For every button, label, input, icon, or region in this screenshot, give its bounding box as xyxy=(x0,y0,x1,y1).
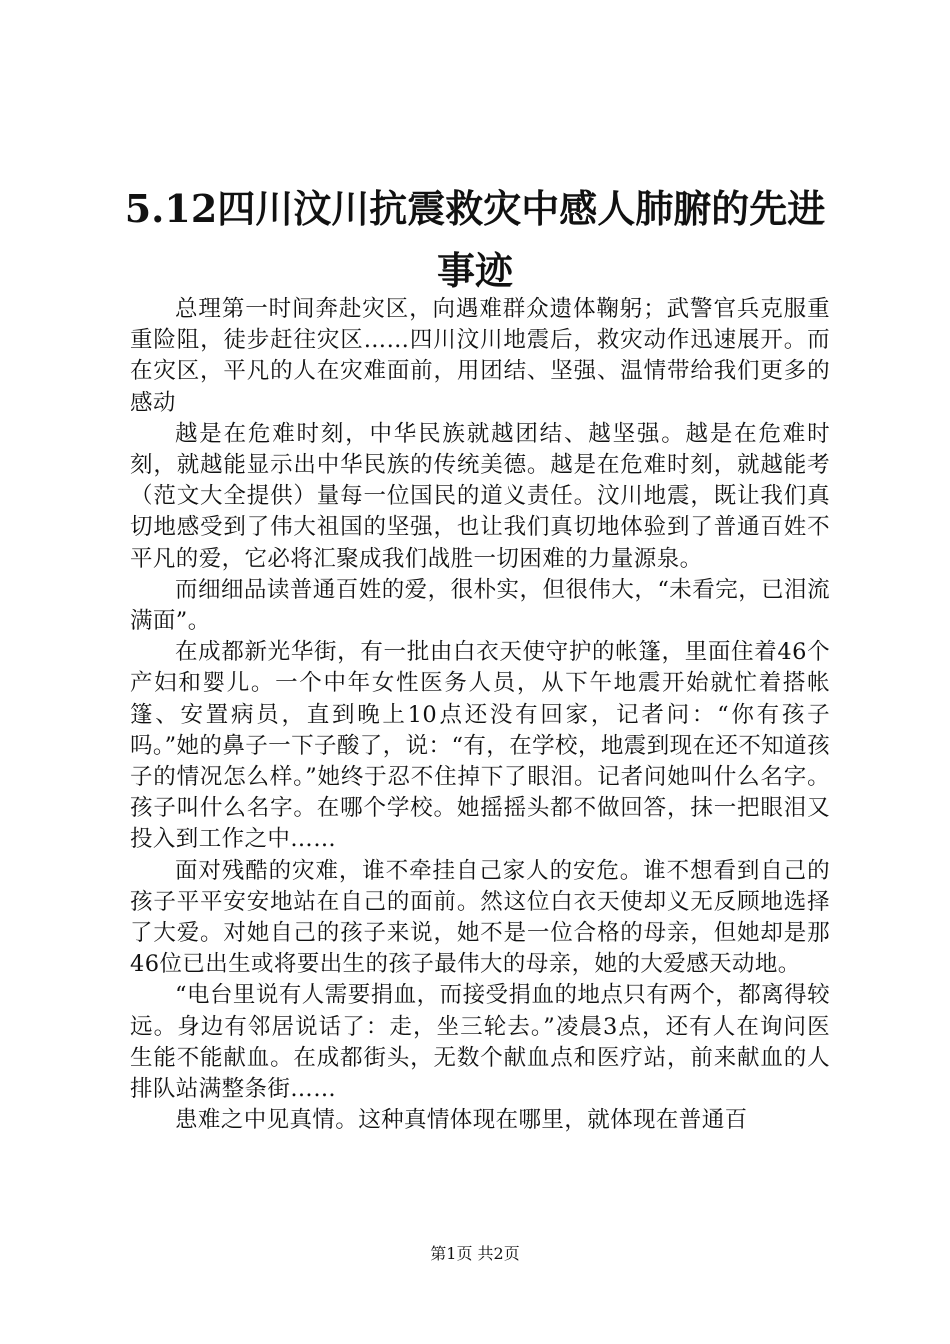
paragraph: 患难之中见真情。这种真情体现在哪里，就体现在普通百 xyxy=(175,1107,748,1134)
paragraph: 总理第一时间奔赴灾区，向遇难群众遗体鞠躬；武警官兵克服重重险阻，徒步赶往灾区……四川汶川地震后，救灾动作迅速展开。而在灾区，平凡的人在灾难面前，用团结、坚强、温情带给我们更多的感动 xyxy=(130,296,830,416)
document-title: 5.12四川汶川抗震救灾中感人肺腑的先进事迹 xyxy=(124,186,826,293)
paragraph: 在成都新光华街，有一批由白衣天使守护的帐篷，里面住着46个产妇和婴儿。一个中年女性医务人员，从下午地震开始就忙着搭帐篷、安置病员，直到晚上10点还没有回家，记者问：“你有孩子吗。”她的鼻子一下子酸了，说：“有，在学校，地震到现在还不知道孩子的情况怎么样。”她终于忍不住掉下了眼泪。记者问她叫什么名字。孩子叫什么名字。在哪个学校。她摇摇头都不做回答，抹一把眼泪又投入到工作之中…… xyxy=(130,639,830,853)
paragraph: 而细细品读普通百姓的爱，很朴实，但很伟大，“未看完，已泪流满面”。 xyxy=(130,576,830,635)
paragraph: 面对残酷的灾难，谁不牵挂自己家人的安危。谁不想看到自己的孩子平平安安地站在自己的面前。然这位白衣天使却义无反顾地选择了大爱。对她自己的孩子来说，她不是一位合格的母亲，但她却是那46位已出生或将要出生的孩子最伟大的母亲，她的大爱感天动地。 xyxy=(130,857,830,978)
paragraph: “电台里说有人需要捐血，而接受捐血的地点只有两个，都离得较远。身边有邻居说话了：走，坐三轮去。”凌晨3点，还有人在询问医生能不能献血。在成都街头，无数个献血点和医疗站，前来献血的人排队站满整条街…… xyxy=(130,982,830,1103)
paragraph: 越是在危难时刻，中华民族就越团结、越坚强。越是在危难时刻，就越能显示出中华民族的传统美德。越是在危难时刻，就越能考（范文大全提供）量每一位国民的道义责任。汶川地震，既让我们真切地感受到了伟大祖国的坚强，也让我们真切地体验到了普通百姓不平凡的爱，它必将汇聚成我们战胜一切困难的力量源泉。 xyxy=(130,420,830,572)
document-body xyxy=(130,294,830,1136)
page-number-footer: 第1页 共2页 xyxy=(430,1244,520,1263)
